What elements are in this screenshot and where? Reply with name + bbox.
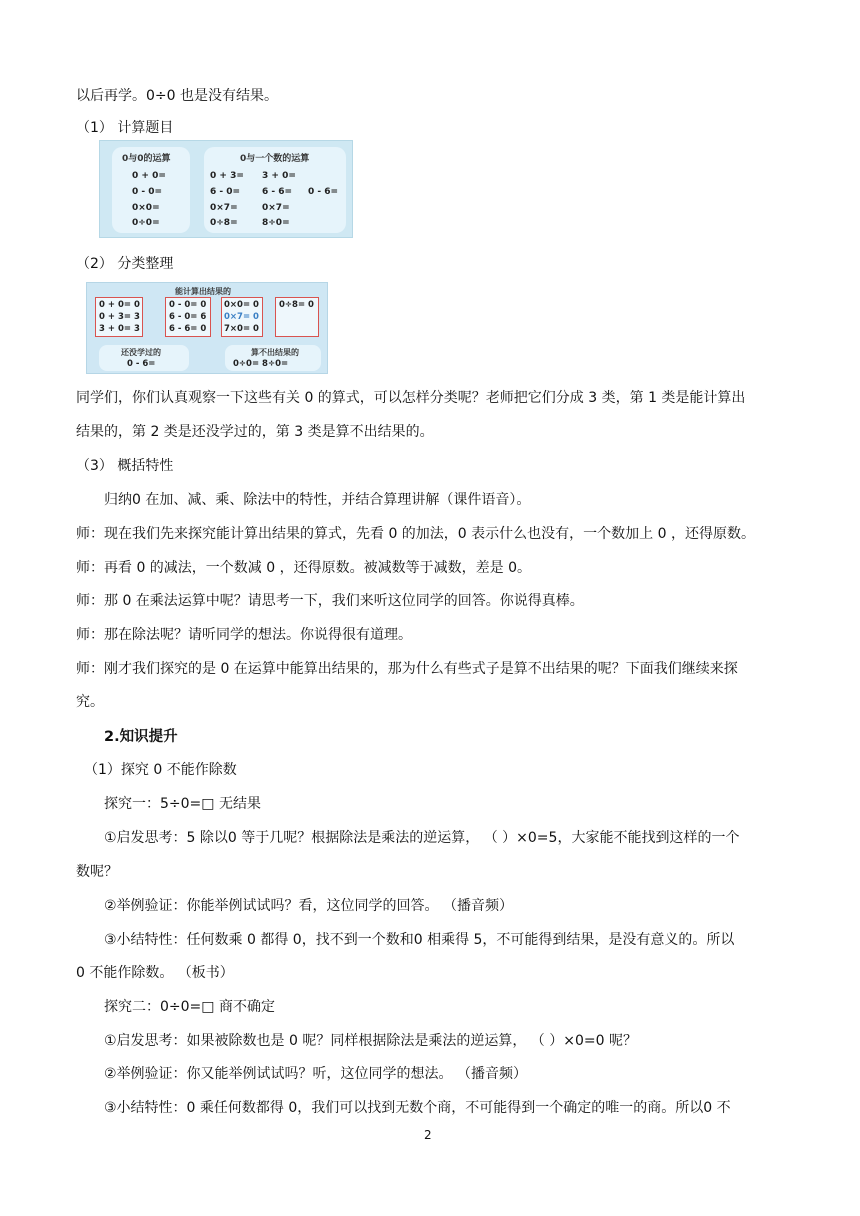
expression: 0 - 0= 0: [169, 300, 207, 310]
classification-image: [86, 282, 328, 374]
group-title: 能计算出结果的: [175, 287, 231, 296]
expression: 0×7= 0: [224, 312, 259, 322]
text-line: ①启发思考：5 除以0 等于几呢？根据除法是乘法的逆运算， （ ）×0=5，大家能不能找到这样的一个: [104, 830, 740, 846]
text-line: 结果的，第 2 类是还没学过的，第 3 类是算不出结果的。: [76, 424, 434, 440]
text-line: 探究一：5÷0=□ 无结果: [104, 796, 261, 812]
text-line: ②举例验证：你能举例试试吗？看，这位同学的回答。 （播音频）: [104, 898, 513, 914]
expression: 0÷8= 0: [279, 300, 314, 310]
zero-and-number-panel: [204, 147, 346, 233]
expression: 7×0= 0: [224, 324, 259, 334]
text-line: 师：现在我们先来探究能计算出结果的算式，先看 0 的加法，0 表示什么也没有，一个数加上 0 ，还得原数。: [76, 526, 755, 542]
text-line: 师：那 0 在乘法运算中呢？请思考一下，我们来听这位同学的回答。你说得真棒。: [76, 593, 584, 609]
expression: 0÷8=: [210, 218, 238, 228]
subsection-heading: （1）探究 0 不能作除数: [84, 762, 237, 778]
expression: 0÷0= 8÷0=: [233, 359, 289, 369]
expression: 3 + 0=: [262, 171, 296, 181]
text-line: 数呢？: [76, 864, 118, 880]
text-line: 究。: [76, 694, 104, 710]
zero-and-zero-panel: [112, 147, 190, 233]
expression: 6 - 6= 0: [169, 324, 207, 334]
expression: 0×7=: [262, 203, 290, 213]
expression: 0 - 0=: [132, 187, 163, 197]
expression: 3 + 0= 3: [99, 324, 140, 334]
section-heading-2: （2） 分类整理: [76, 256, 174, 272]
expression: 0 + 0=: [132, 171, 166, 181]
calculation-problems-image: [99, 140, 353, 238]
group-title: 算不出结果的: [251, 348, 299, 357]
text-line: 师：再看 0 的减法，一个数减 0 ，还得原数。被减数等于减数，差是 0。: [76, 560, 531, 576]
expression: 0×7=: [210, 203, 238, 213]
section-heading-3: （3） 概括特性: [76, 458, 174, 474]
text-line: ①启发思考：如果被除数也是 0 呢？同样根据除法是乘法的逆运算， （ ）×0=0 呢？: [104, 1033, 637, 1049]
text-line: ③小结特性：任何数乘 0 都得 0，找不到一个数和0 相乘得 5，不可能得到结果，是没有意义的。所以: [104, 932, 735, 948]
expression: 0 + 0= 0: [99, 300, 140, 310]
page-number: 2: [424, 1128, 432, 1142]
expression: 0×0= 0: [224, 300, 259, 310]
panel-title: 0与一个数的运算: [240, 154, 310, 164]
text-line: ②举例验证：你又能举例试试吗？听，这位同学的想法。 （播音频）: [104, 1066, 527, 1082]
panel-title: 0与0的运算: [122, 154, 171, 164]
expression: 0 - 6=: [308, 187, 339, 197]
expression: 8÷0=: [262, 218, 290, 228]
text-line: 探究二：0÷0=□ 商不确定: [104, 999, 275, 1015]
section-heading-1: （1） 计算题目: [76, 120, 174, 136]
section-heading-knowledge: 2.知识提升: [104, 729, 178, 745]
text-line: 0 不能作除数。 （板书）: [76, 965, 234, 981]
expression: 0×0=: [132, 203, 160, 213]
text-line: 师：刚才我们探究的是 0 在运算中能算出结果的，那为什么有些式子是算不出结果的呢？下面我们继续来探: [76, 661, 738, 677]
text-line: 同学们，你们认真观察一下这些有关 0 的算式，可以怎样分类呢？老师把它们分成 3 类，第 1 类是能计算出: [76, 390, 746, 406]
text-line: 以后再学。0÷0 也是没有结果。: [76, 88, 278, 104]
group-title: 还没学过的: [121, 348, 161, 357]
expression: 0 + 3=: [210, 171, 244, 181]
text-line: 归纳0 在加、减、乘、除法中的特性，并结合算理讲解（课件语音）。: [104, 492, 531, 508]
expression: 6 - 0=: [210, 187, 241, 197]
expression: 0 + 3= 3: [99, 312, 140, 322]
text-line: 师：那在除法呢？请听同学的想法。你说得很有道理。: [76, 627, 412, 643]
expression: 6 - 6=: [262, 187, 293, 197]
text-line: ③小结特性：0 乘任何数都得 0，我们可以找到无数个商，不可能得到一个确定的唯一的商。所以0 不: [104, 1100, 731, 1116]
expression: 6 - 0= 6: [169, 312, 207, 322]
expression: 0÷0=: [132, 218, 160, 228]
expression: 0 - 6=: [127, 359, 156, 369]
